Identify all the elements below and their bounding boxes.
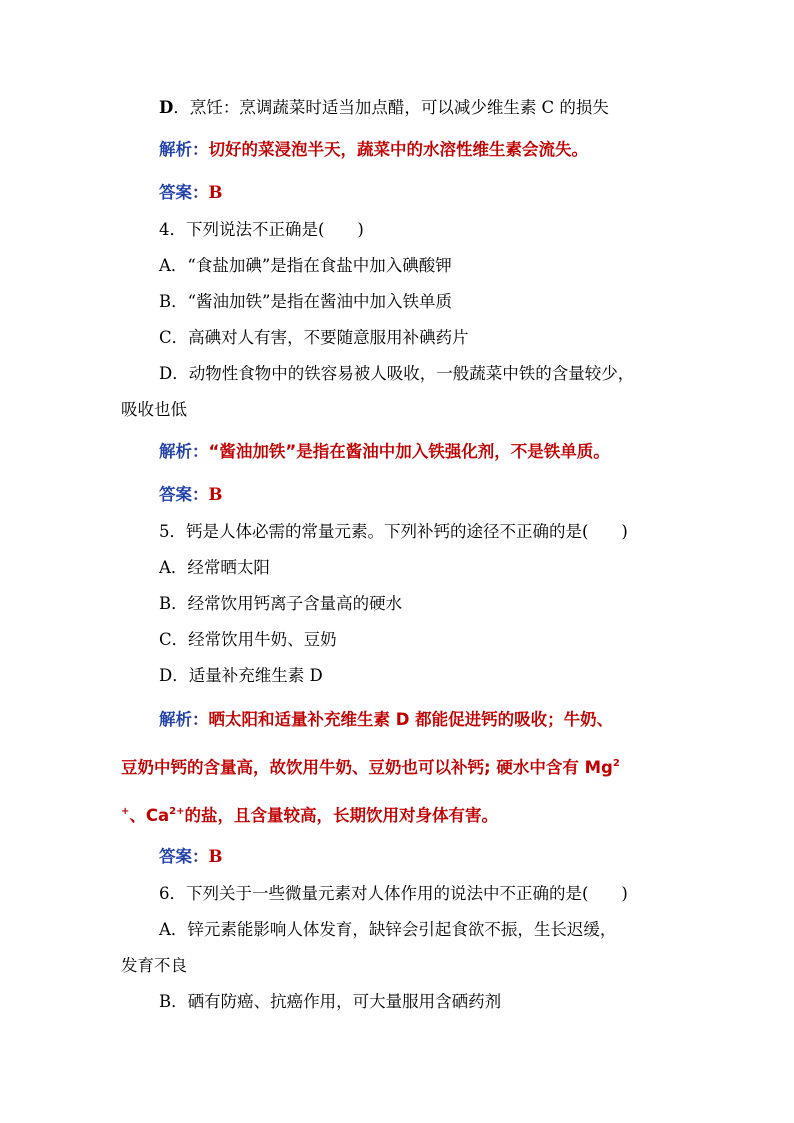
q5-option-c: C．经常饮用牛奶、豆奶 <box>159 630 337 649</box>
analysis-label: 解析： <box>159 442 209 461</box>
q5-analysis-sup-ca: 2+ <box>169 806 185 817</box>
q5-option-d: D．适量补充维生素 D <box>159 666 323 685</box>
q4-analysis <box>159 441 610 463</box>
q3-option-d <box>159 97 609 119</box>
answer-label: 答案： <box>159 485 209 504</box>
q3-option-d-text: ．烹饪：烹调蔬菜时适当加点醋，可以减少维生素 C 的损失 <box>173 98 609 117</box>
q5-analysis-text-1: 晒太阳和适量补充维生素 D 都能促进钙的吸收；牛奶、 <box>208 710 614 729</box>
q4-answer-value: B <box>208 485 223 504</box>
q4-option-d-line2: 吸收也低 <box>121 400 187 419</box>
q5-analysis-sup-plus: + <box>121 806 130 817</box>
q4-option-d-line1: D．动物性食物中的铁容易被人吸收，一般蔬菜中铁的含量较少， <box>159 364 635 383</box>
q6-option-b: B．硒有防癌、抗癌作用，可大量服用含硒药剂 <box>159 992 502 1011</box>
q5-analysis-text-3b: 的盐，且含量较高，长期饮用对身体有害。 <box>184 806 498 825</box>
answer-label: 答案： <box>159 183 209 202</box>
q4-stem: 4．下列说法不正确是( ) <box>159 220 364 239</box>
q4-analysis-text: “酱油加铁”是指在酱油中加入铁强化剂，不是铁单质。 <box>208 442 610 461</box>
q5-answer-value: B <box>208 847 223 866</box>
q3-option-d-label: D <box>159 98 174 117</box>
q4-option-a: A．“食盐加碘”是指在食盐中加入碘酸钾 <box>159 256 452 275</box>
q5-option-a: A．经常晒太阳 <box>159 558 270 577</box>
q6-option-a-line1: A．锌元素能影响人体发育，缺锌会引起食欲不振，生长迟缓， <box>159 920 617 939</box>
q4-answer <box>159 484 222 506</box>
q6-stem: 6．下列关于一些微量元素对人体作用的说法中不正确的是( ) <box>159 884 628 903</box>
analysis-label: 解析： <box>159 140 209 159</box>
q5-analysis-line1 <box>159 709 613 731</box>
answer-label: 答案： <box>159 847 209 866</box>
q4-option-b: B．“酱油加铁”是指在酱油中加入铁单质 <box>159 292 452 311</box>
q5-answer <box>159 846 222 868</box>
q3-answer-value: B <box>208 183 223 202</box>
q5-analysis-sup-mg: 2 <box>612 758 620 769</box>
q5-analysis-text-3a: 、Ca <box>129 806 170 825</box>
q4-option-c: C．高碘对人有害，不要随意服用补碘药片 <box>159 328 469 347</box>
analysis-label: 解析： <box>159 710 209 729</box>
q5-analysis-line2 <box>121 757 620 779</box>
q3-analysis-text: 切好的菜浸泡半天，蔬菜中的水溶性维生素会流失。 <box>208 140 588 159</box>
q3-answer <box>159 182 222 204</box>
q6-option-a-line2: 发育不良 <box>121 956 187 975</box>
q5-option-b: B．经常饮用钙离子含量高的硬水 <box>159 594 403 613</box>
q5-analysis-text-2: 豆奶中钙的含量高，故饮用牛奶、豆奶也可以补钙; 硬水中含有 Mg <box>121 758 613 777</box>
q5-stem: 5．钙是人体必需的常量元素。下列补钙的途径不正确的是( ) <box>159 522 628 541</box>
q3-analysis <box>159 139 588 161</box>
q5-analysis-line3 <box>121 805 498 827</box>
